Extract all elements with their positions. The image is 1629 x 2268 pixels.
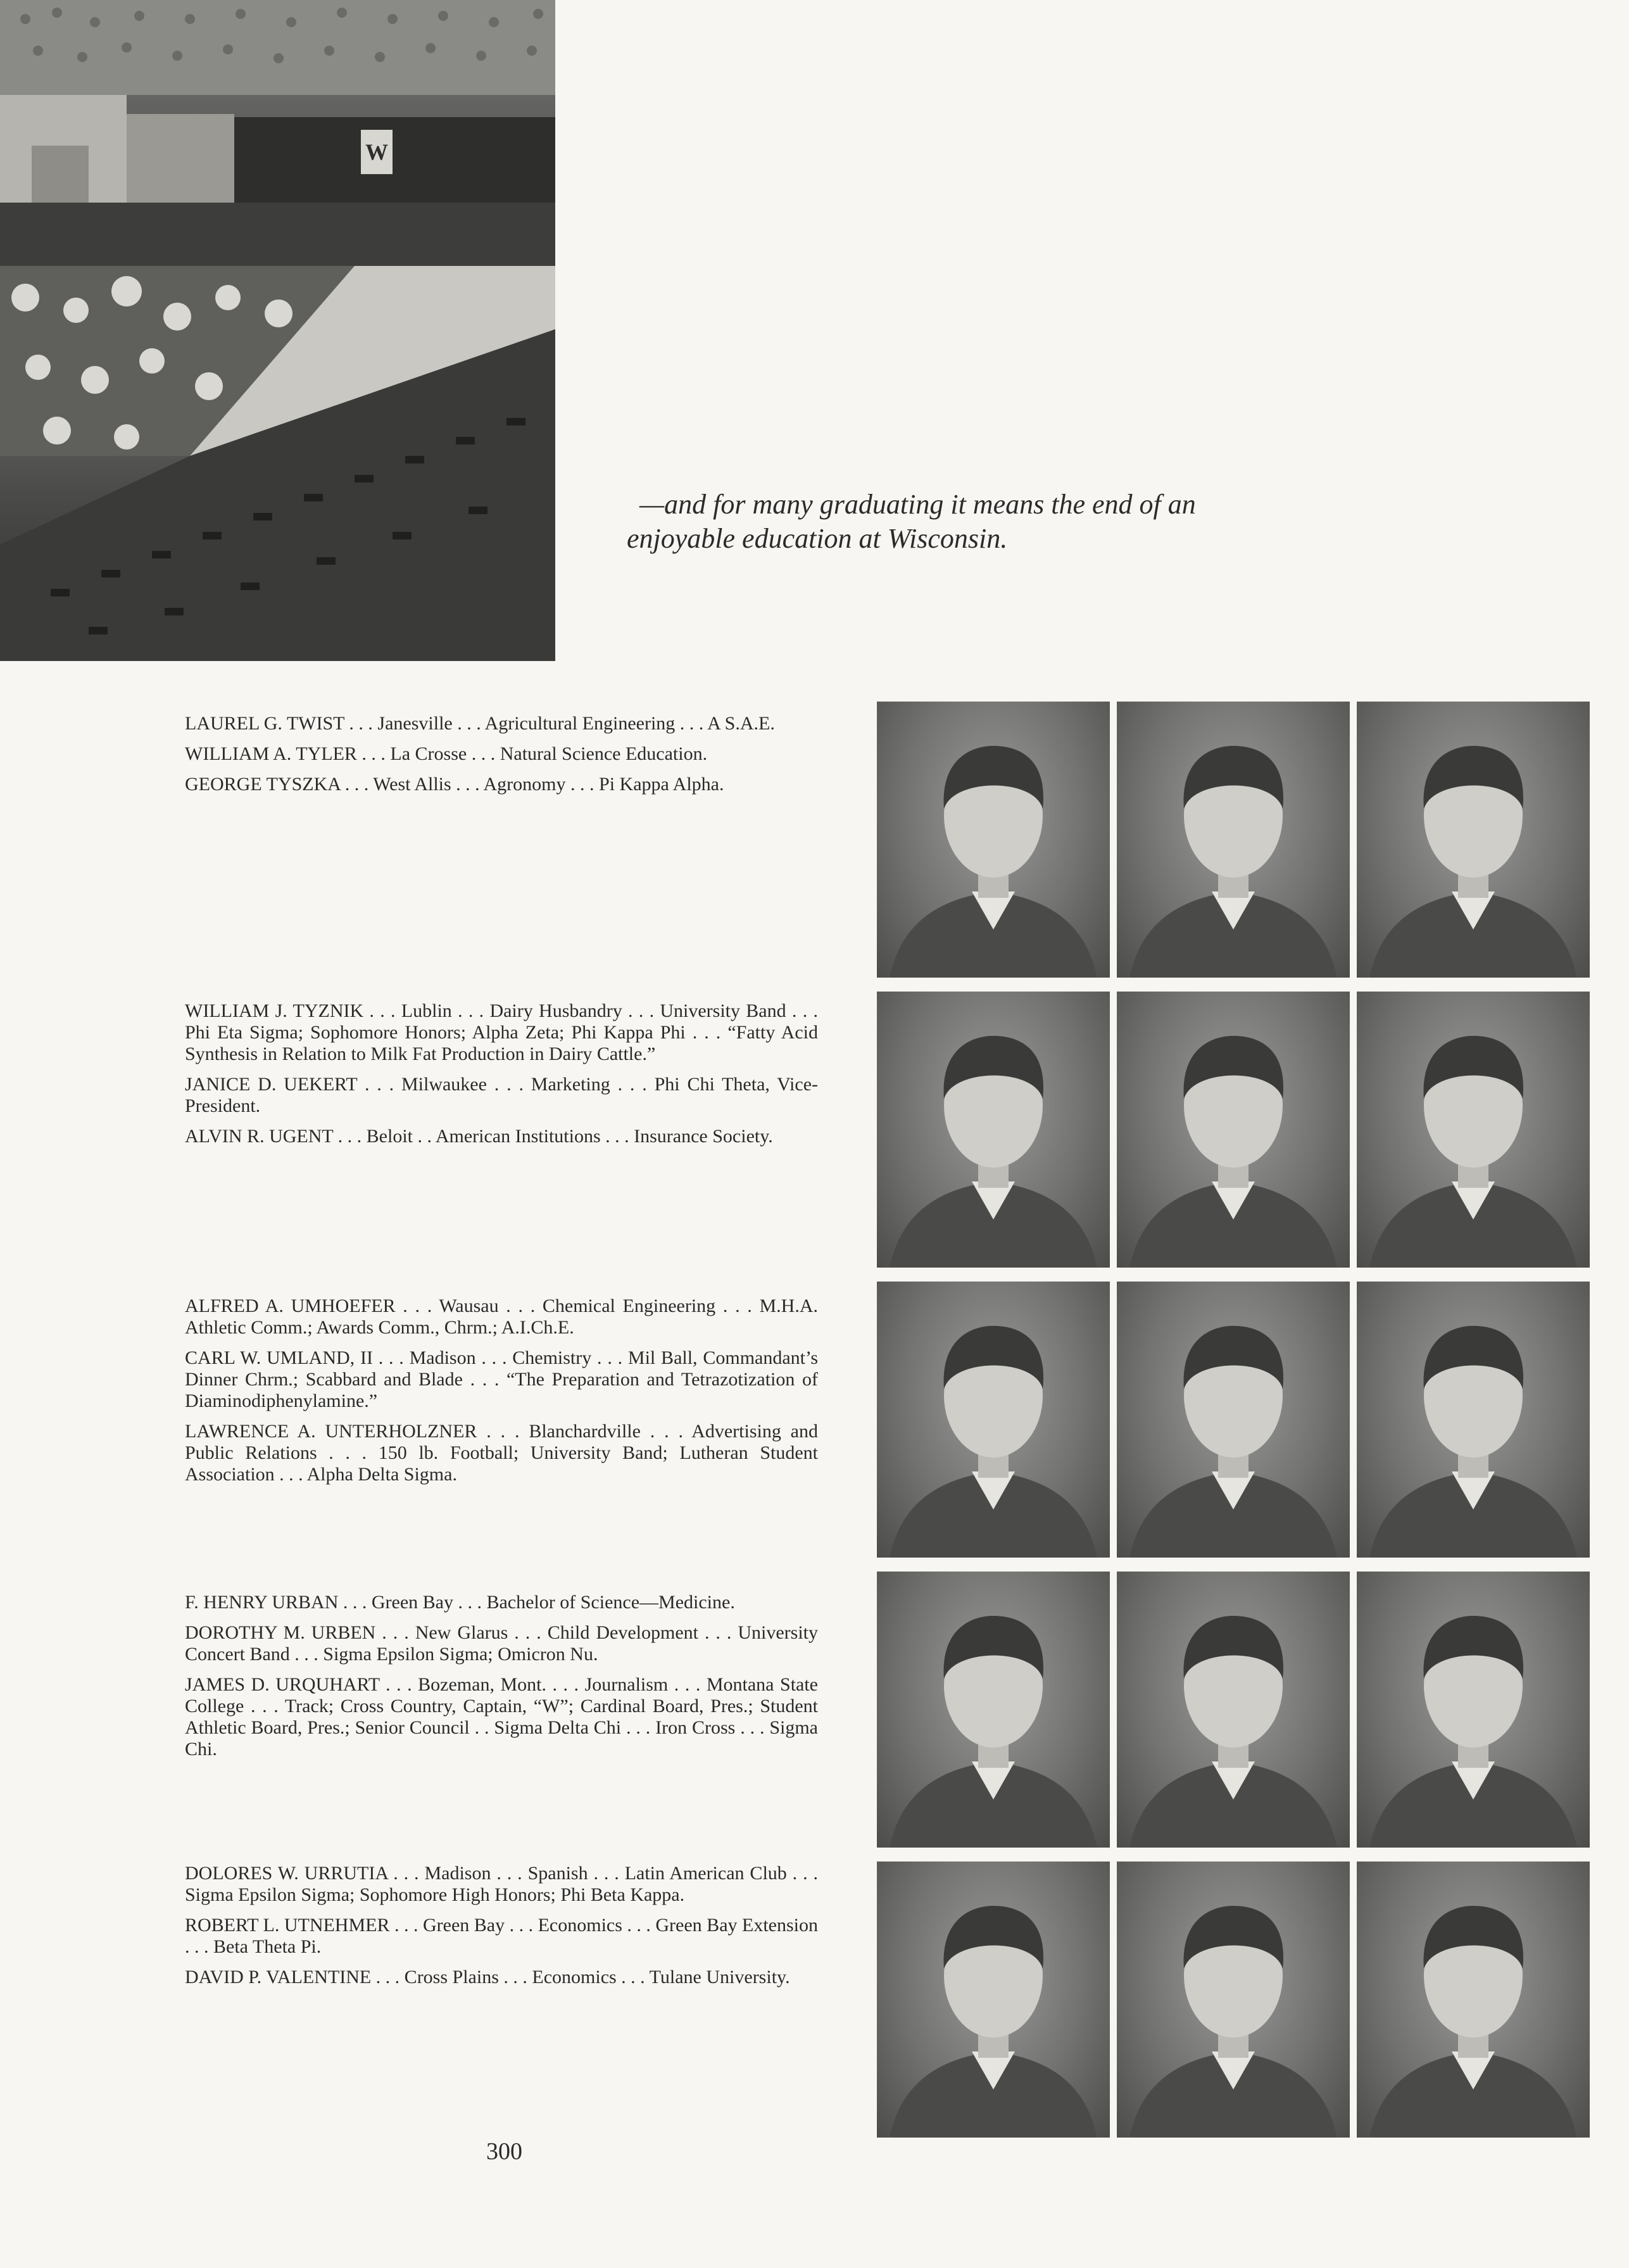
portrait-silhouette	[877, 1282, 1110, 1558]
photo-caption	[627, 488, 1399, 556]
bio-entry: CARL W. UMLAND, II . . . Madison . . . Chemistry . . . Mil Ball, Commandant’s Dinner Chrm.; Scabbard and Blade . . . “The Preparation and Tetrazotization of Diaminodiphenylamine.”	[185, 1347, 818, 1411]
bio-entry: WILLIAM J. TYZNIK . . . Lublin . . . Dairy Husbandry . . . University Band . . . Phi Eta Sigma; Sophomore Honors; Alpha Zeta; Phi Kappa Phi . . . “Fatty Acid Synthesis in Relation to Milk Fat Production in Dairy Cattle.”	[185, 1000, 818, 1064]
portrait-photo	[1117, 702, 1350, 978]
portrait-grid	[877, 702, 1590, 2138]
bio-entry: ALVIN R. UGENT . . . Beloit . . American Institutions . . . Insurance Society.	[185, 1126, 773, 1147]
commencement-photo	[0, 0, 555, 661]
portrait-silhouette	[1357, 1282, 1590, 1558]
portrait-photo	[877, 1572, 1110, 1848]
portrait-photo	[1117, 1862, 1350, 2138]
portrait-photo	[1117, 992, 1350, 1268]
commencement-photo-drawing	[0, 0, 555, 661]
portrait-silhouette	[1357, 1572, 1590, 1848]
portrait-photo	[1357, 992, 1590, 1268]
portrait-photo	[877, 702, 1110, 978]
portrait-photo	[877, 992, 1110, 1268]
bio-entry: ALFRED A. UMHOEFER . . . Wausau . . . Chemical Engineering . . . M.H.A. Athletic Comm.; Awards Comm., Chrm.; A.I.Ch.E.	[185, 1295, 818, 1338]
portrait-silhouette	[877, 702, 1110, 978]
bio-entry: JAMES D. URQUHART . . . Bozeman, Mont. . . . Journalism . . . Montana State College . . . Track; Cross Country, Captain, “W”; Cardinal Board, Pres.; Student Athletic Board, Pres.; Senior Council . . Sigma Delta Chi . . . Iron Cross . . . Sigma Chi.	[185, 1674, 818, 1760]
portrait-photo	[1357, 702, 1590, 978]
page-number: 300	[486, 2138, 522, 2165]
portrait-photo	[1117, 1282, 1350, 1558]
portrait-silhouette	[1117, 1862, 1350, 2138]
bio-entry: JANICE D. UEKERT . . . Milwaukee . . . Marketing . . . Phi Chi Theta, Vice-President.	[185, 1074, 818, 1116]
bio-entry: DOROTHY M. URBEN . . . New Glarus . . . Child Development . . . University Concert Band . . . Sigma Epsilon Sigma; Omicron Nu.	[185, 1622, 818, 1665]
bio-group	[185, 1863, 818, 1997]
bio-entry: WILLIAM A. TYLER . . . La Crosse . . . Natural Science Education.	[185, 743, 708, 764]
bio-entry: ROBERT L. UTNEHMER . . . Green Bay . . . Economics . . . Green Bay Extension . . . Beta Theta Pi.	[185, 1915, 818, 1957]
bio-entry: GEORGE TYSZKA . . . West Allis . . . Agronomy . . . Pi Kappa Alpha.	[185, 774, 724, 795]
bio-entry: DOLORES W. URRUTIA . . . Madison . . . Spanish . . . Latin American Club . . . Sigma Epsilon Sigma; Sophomore High Honors; Phi Beta Kappa.	[185, 1863, 818, 1905]
portrait-photo	[877, 1282, 1110, 1558]
portrait-silhouette	[1357, 1862, 1590, 2138]
bio-entry: DAVID P. VALENTINE . . . Cross Plains . . . Economics . . . Tulane University.	[185, 1967, 790, 1988]
portrait-silhouette	[1357, 992, 1590, 1268]
banner-letter: W	[365, 139, 388, 165]
portrait-photo	[1117, 1572, 1350, 1848]
bio-group	[185, 1295, 818, 1494]
bio-entry: LAWRENCE A. UNTERHOLZNER . . . Blanchardville . . . Advertising and Public Relations . . . 150 lb. Football; University Band; Lutheran Student Association . . . Alpha Delta Sigma.	[185, 1421, 818, 1485]
portrait-photo	[1357, 1282, 1590, 1558]
caption-line-2: enjoyable education at Wisconsin.	[627, 523, 1008, 554]
portrait-silhouette	[877, 1572, 1110, 1848]
bio-group	[185, 1000, 818, 1156]
portrait-silhouette	[877, 992, 1110, 1268]
bio-group	[185, 713, 818, 804]
caption-line-1: —and for many graduating it means the end of an	[639, 489, 1196, 520]
portrait-photo	[1357, 1862, 1590, 2138]
bio-entry: LAUREL G. TWIST . . . Janesville . . . Agricultural Engineering . . . A S.A.E.	[185, 713, 775, 734]
portrait-silhouette	[1117, 992, 1350, 1268]
portrait-silhouette	[1117, 1572, 1350, 1848]
portrait-photo	[1357, 1572, 1590, 1848]
bio-entry: F. HENRY URBAN . . . Green Bay . . . Bachelor of Science—Medicine.	[185, 1592, 735, 1613]
portrait-photo	[877, 1862, 1110, 2138]
portrait-silhouette	[1117, 1282, 1350, 1558]
portrait-silhouette	[1117, 702, 1350, 978]
bio-group	[185, 1592, 818, 1769]
portrait-silhouette	[877, 1862, 1110, 2138]
portrait-silhouette	[1357, 702, 1590, 978]
